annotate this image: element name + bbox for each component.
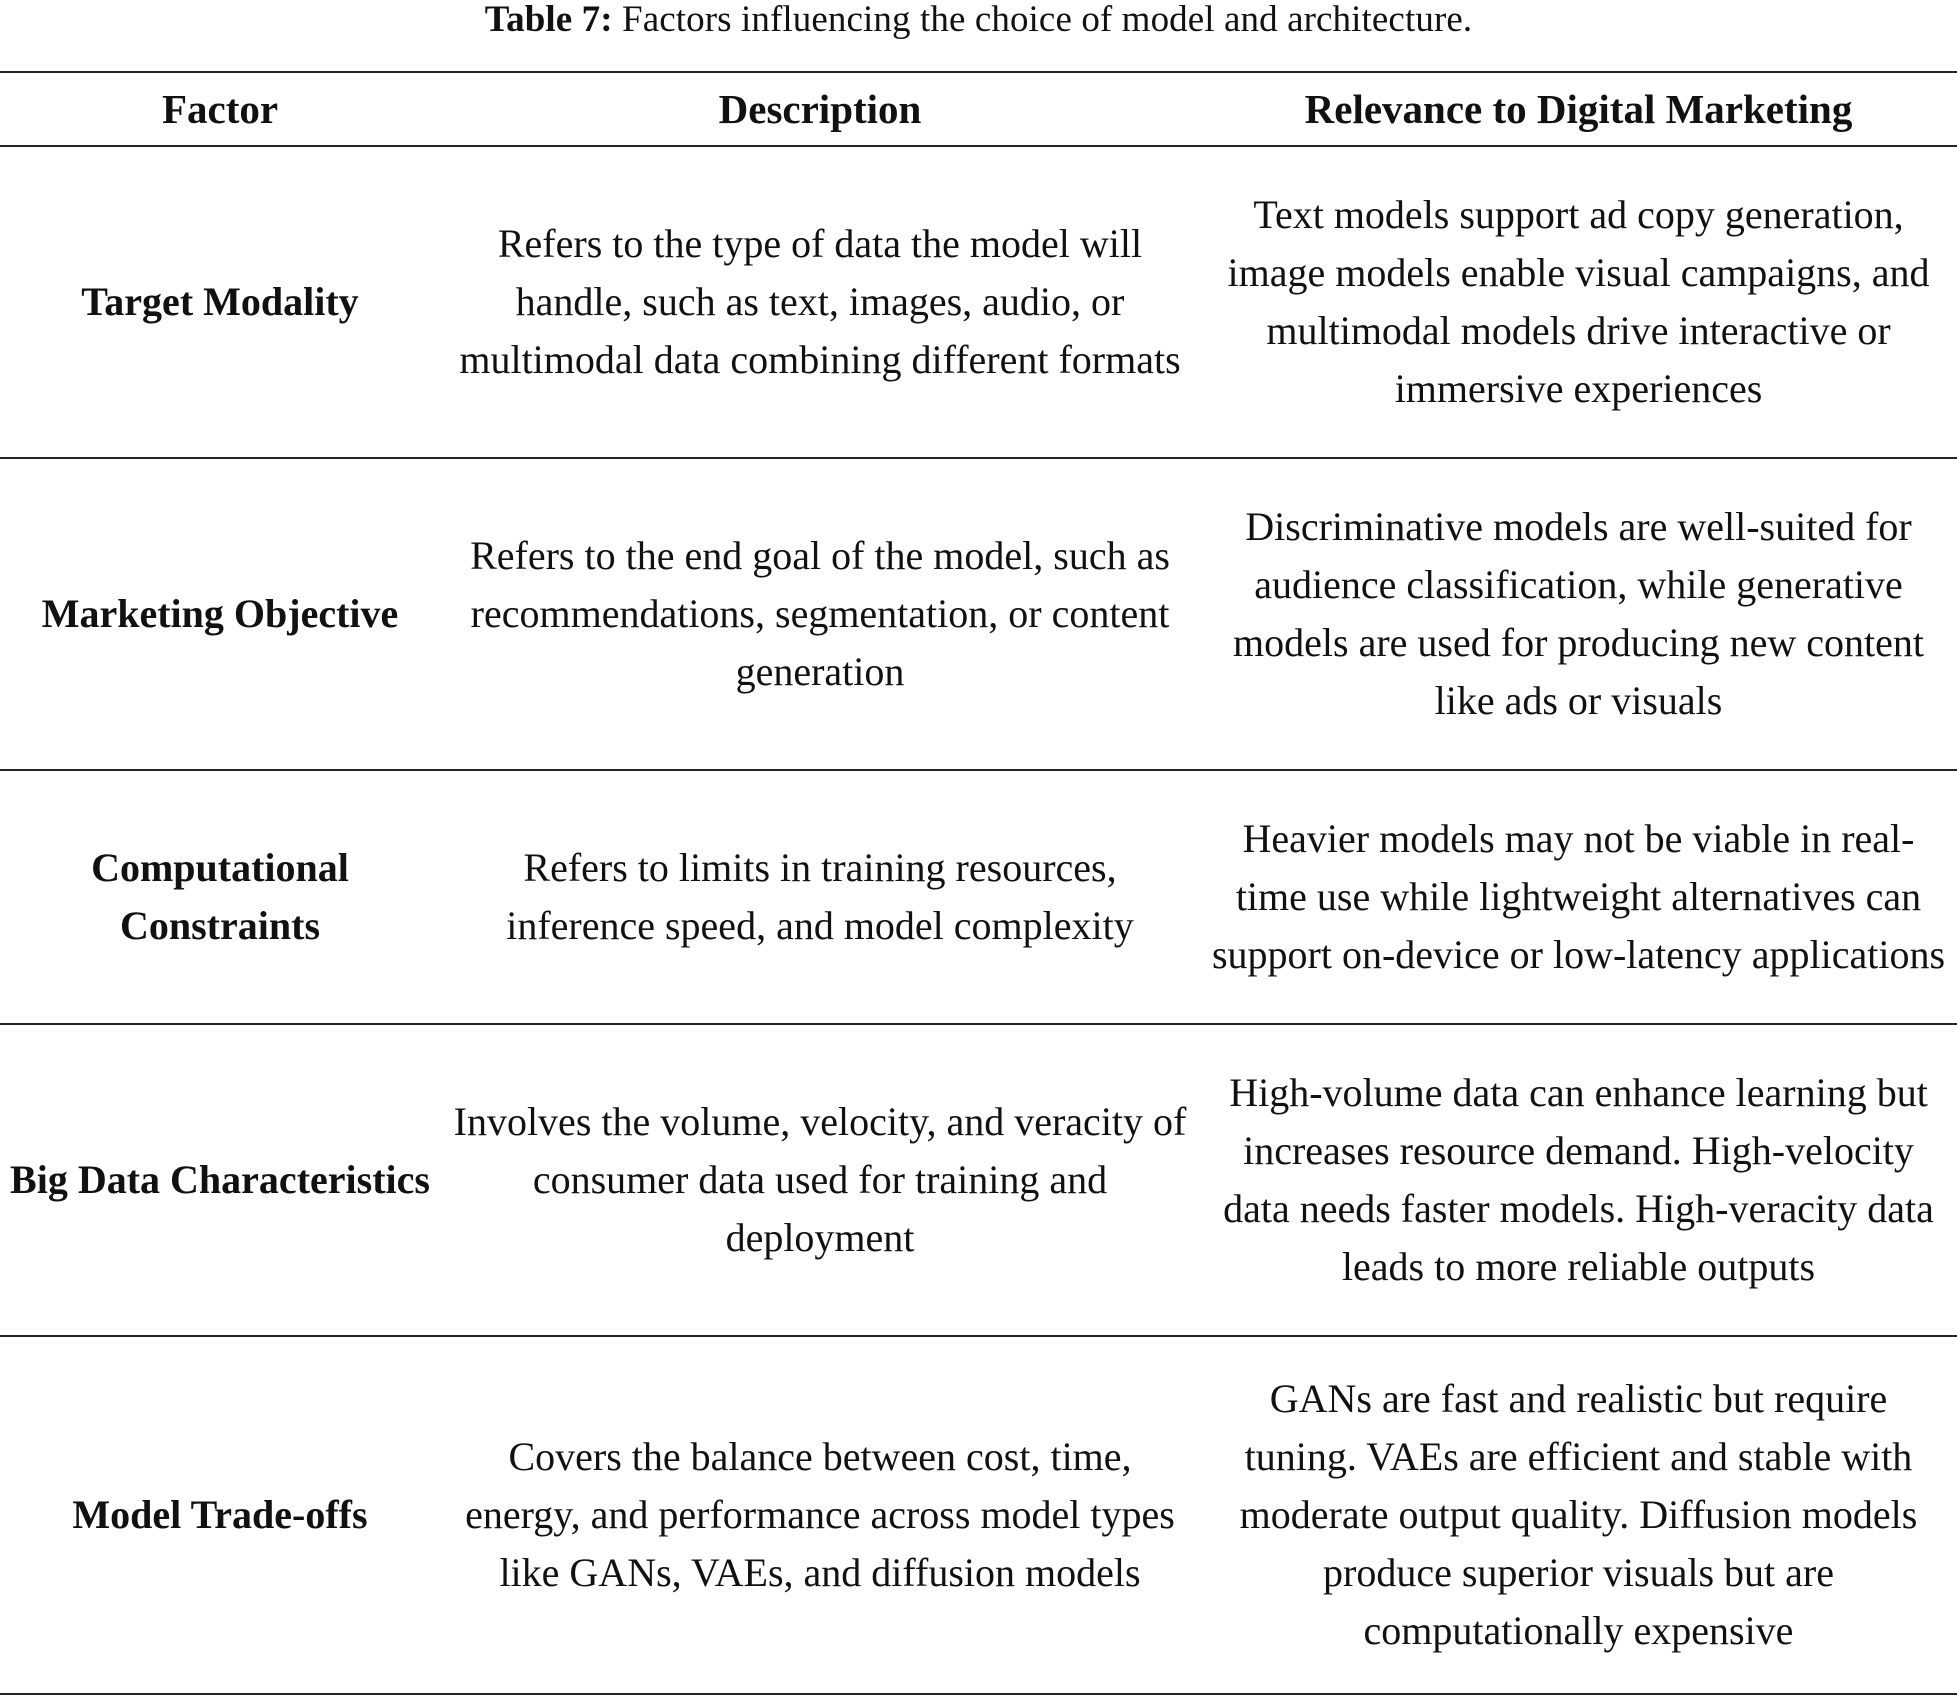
description-cell: Involves the volume, velocity, and veracity of consumer data used for training and deployment [453,1099,1187,1260]
table-caption-label: Table 7: [484,0,613,40]
table-row [0,146,1957,458]
table-row [0,1024,1957,1336]
table-row [0,1336,1957,1694]
relevance-cell: High-volume data can enhance learning but increases resource demand. High-velocity data needs faster models. High-veracity data leads to more reliable outputs [1223,1070,1934,1289]
table-row [0,770,1957,1024]
relevance-cell: Heavier models may not be viable in real-time use while lightweight alternatives can support on-device or low-latency applications [1211,816,1946,977]
description-cell: Refers to limits in training resources, inference speed, and model complexity [506,845,1134,948]
relevance-cell: GANs are fast and realistic but require tuning. VAEs are efficient and stable with moderate output quality. Diffusion models produce superior visuals but are computationally expensive [1239,1376,1918,1653]
description-cell: Covers the balance between cost, time, energy, and performance across model types like GANs, VAEs, and diffusion models [465,1434,1175,1595]
relevance-cell: Text models support ad copy generation, image models enable visual campaigns, and multimodal models drive interactive or immersive experiences [1227,192,1930,411]
table-caption [0,0,1957,40]
factor-cell: Big Data Characteristics [10,1157,430,1202]
header-row [0,72,1957,146]
factor-cell: Marketing Objective [41,591,399,636]
header-relevance: Relevance to Digital Marketing [1304,86,1853,132]
table-row [0,458,1957,770]
table-caption-text: Factors influencing the choice of model and architecture. [612,0,1473,40]
description-cell: Refers to the end goal of the model, such as recommendations, segmentation, or content generation [470,533,1170,694]
description-cell: Refers to the type of data the model will handle, such as text, images, audio, or multimodal data combining different formats [459,221,1181,382]
relevance-cell: Discriminative models are well-suited for audience classification, while generative models are used for producing new content like ads or visuals [1233,504,1924,723]
factor-cell: Model Trade-offs [72,1492,368,1537]
header-description: Description [718,86,922,132]
factor-cell: Target Modality [81,279,359,324]
table-header [0,72,1957,146]
table-body [0,146,1957,1694]
factors-table [0,71,1957,1695]
header-factor: Factor [161,86,279,132]
factor-cell: Computational Constraints [91,845,349,948]
